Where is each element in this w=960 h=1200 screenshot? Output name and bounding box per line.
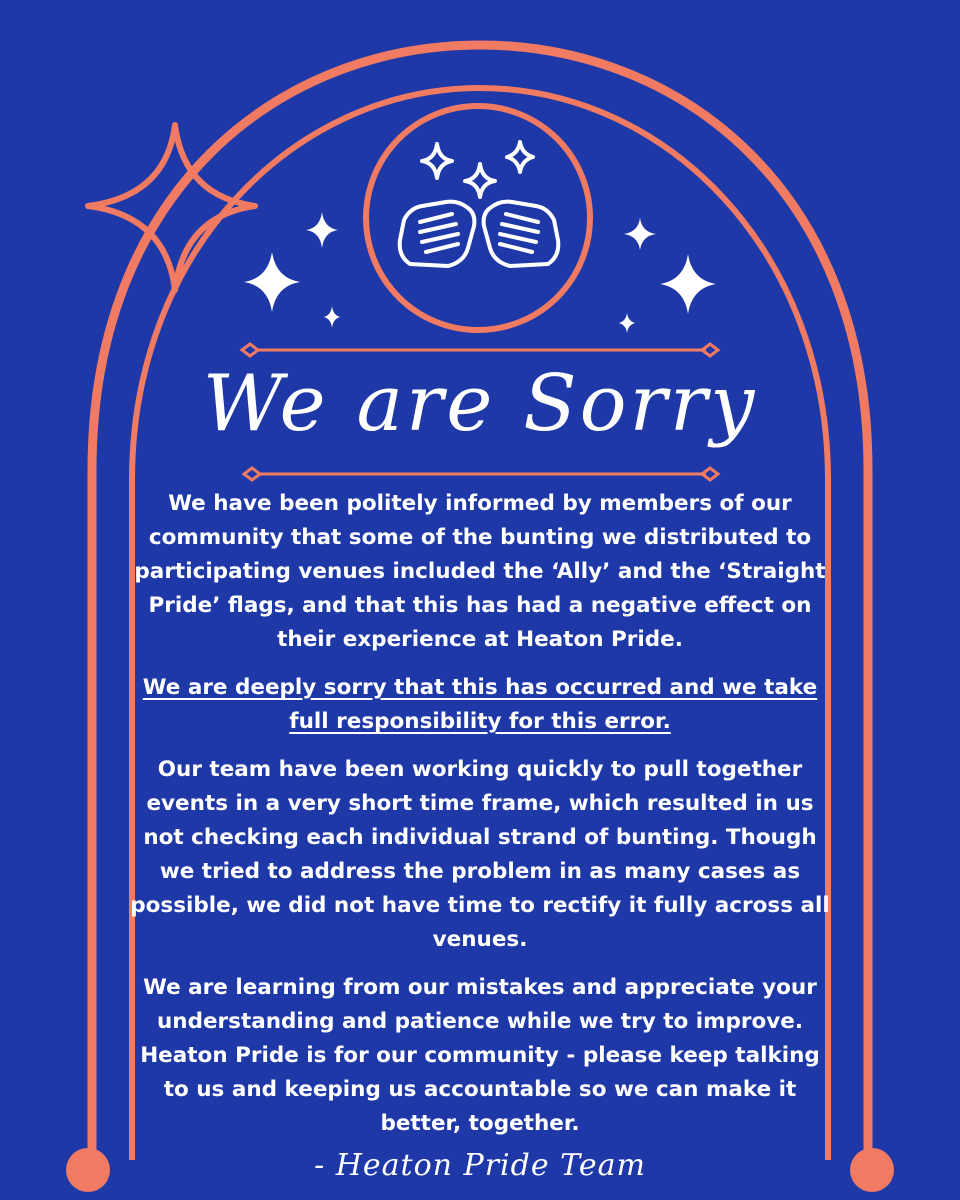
- top-divider: [242, 344, 718, 356]
- paragraph-1: We have been politely informed by members of our community that some of the bunting we distributed to participating venues included the ‘Ally’ and the ‘Straight Pride’ flags, and that this has had a negative effect on their experience at Heaton Pride.: [134, 491, 826, 652]
- paragraph-2-underlined: We are deeply sorry that this has occurred and we take full responsibility for this error.: [142, 675, 818, 734]
- sparkle-star-icon: [244, 212, 716, 333]
- page-title: We are Sorry: [202, 359, 758, 449]
- signature: - Heaton Pride Team: [314, 1148, 646, 1183]
- paragraph-4: We are learning from our mistakes and appreciate your understanding and patience while we try to improve. Heaton Pride is for our community - please keep talking to us and keeping us accountable so we can make it better, together.: [140, 975, 820, 1136]
- paragraph-3: Our team have been working quickly to pull together events in a very short time frame, which resulted in us not checking each individual strand of bunting. Though we tried to address the problem in as many cases as possible, we did not have time to rectify it fully across all venues.: [130, 757, 830, 952]
- apology-body: [125, 487, 835, 1155]
- emblem-circle: [366, 106, 590, 330]
- sparkle-hands-icon: [400, 142, 559, 266]
- bottom-divider: [244, 468, 718, 480]
